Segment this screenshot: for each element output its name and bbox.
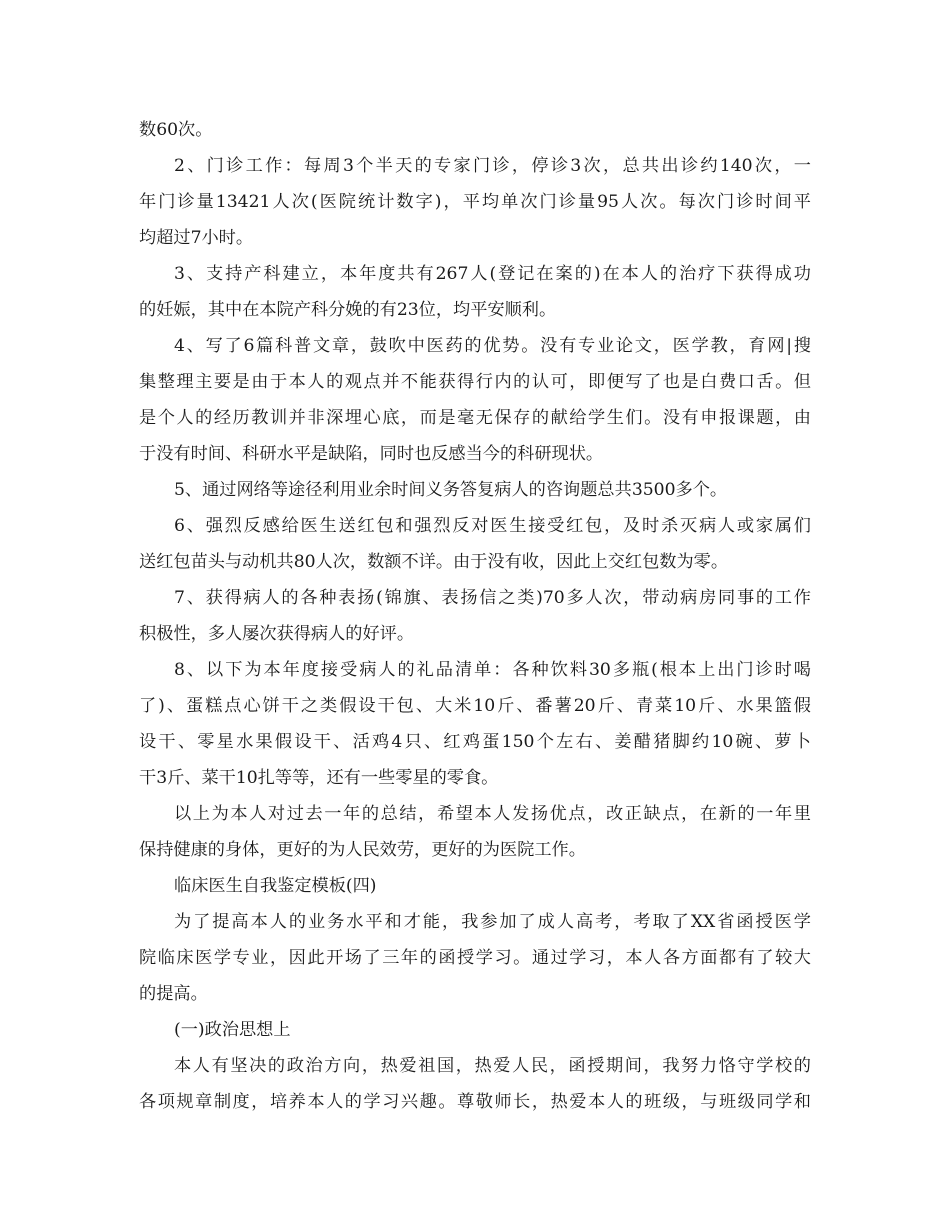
text-line: 集整理主要是由于本人的观点并不能获得行内的认可，即便写了也是白费口舌。但	[139, 372, 811, 392]
text-line: 了)、蛋糕点心饼干之类假设干包、大米10斤、番薯20斤、青菜10斤、水果篮假	[139, 696, 811, 716]
text-line: 数60次。	[139, 120, 213, 140]
section-heading: 临床医生自我鉴定模板(四)	[174, 876, 377, 896]
text-line: 的妊娠，其中在本院产科分娩的有23位，均平安顺利。	[139, 300, 557, 320]
text-line: 以上为本人对过去一年的总结，希望本人发扬优点，改正缺点，在新的一年里	[174, 804, 811, 824]
text-line: 6、强烈反感给医生送红包和强烈反对医生接受红包，及时杀灭病人或家属们	[174, 516, 811, 536]
text-line: 本人有坚决的政治方向，热爱祖国，热爱人民，函授期间，我努力恪守学校的	[174, 1056, 811, 1076]
subsection-heading: (一)政治思想上	[174, 1020, 291, 1040]
text-line: 4、写了6篇科普文章，鼓吹中医药的优势。没有专业论文，医学教，育网|搜	[174, 336, 811, 356]
text-line: 保持健康的身体，更好的为人民效劳，更好的为医院工作。	[139, 840, 586, 860]
text-line: 各项规章制度，培养本人的学习兴趣。尊敬师长，热爱本人的班级，与班级同学和	[139, 1092, 811, 1112]
text-line: 2、门诊工作：每周3个半天的专家门诊，停诊3次，总共出诊约140次，一	[174, 156, 811, 176]
text-line: 5、通过网络等途径利用业余时间义务答复病人的咨询题总共3500多个。	[174, 480, 728, 500]
text-line: 于没有时间、科研水平是缺陷，同时也反感当今的科研现状。	[139, 444, 604, 464]
text-line: 院临床医学专业，因此开场了三年的函授学习。通过学习，本人各方面都有了较大	[139, 948, 811, 968]
text-line: 年门诊量13421人次(医院统计数字)，平均单次门诊量95人次。每次门诊时间平	[139, 192, 811, 212]
document-page	[139, 112, 811, 1120]
text-line: 7、获得病人的各种表扬(锦旗、表扬信之类)70多人次，带动病房同事的工作	[174, 588, 811, 608]
text-line: 均超过7小时。	[139, 228, 254, 248]
text-line: 干3斤、菜干10扎等等，还有一些零星的零食。	[139, 768, 499, 788]
text-line: 积极性，多人屡次获得病人的好评。	[139, 624, 415, 644]
text-line: 是个人的经历教训并非深埋心底，而是毫无保存的献给学生们。没有申报课题，由	[139, 408, 811, 428]
text-line: 为了提高本人的业务水平和才能，我参加了成人高考，考取了XX省函授医学	[174, 912, 811, 932]
text-line: 送红包苗头与动机共80人次，数额不详。由于没有收，因此上交红包数为零。	[139, 552, 729, 572]
text-line: 3、支持产科建立，本年度共有267人(登记在案的)在本人的治疗下获得成功	[174, 264, 811, 284]
text-line: 设干、零星水果假设干、活鸡4只、红鸡蛋150个左右、姜醋猪脚约10碗、萝卜	[139, 732, 811, 752]
text-line: 8、以下为本年度接受病人的礼品清单：各种饮料30多瓶(根本上出门诊时喝	[174, 660, 811, 680]
text-line: 的提高。	[139, 984, 208, 1004]
